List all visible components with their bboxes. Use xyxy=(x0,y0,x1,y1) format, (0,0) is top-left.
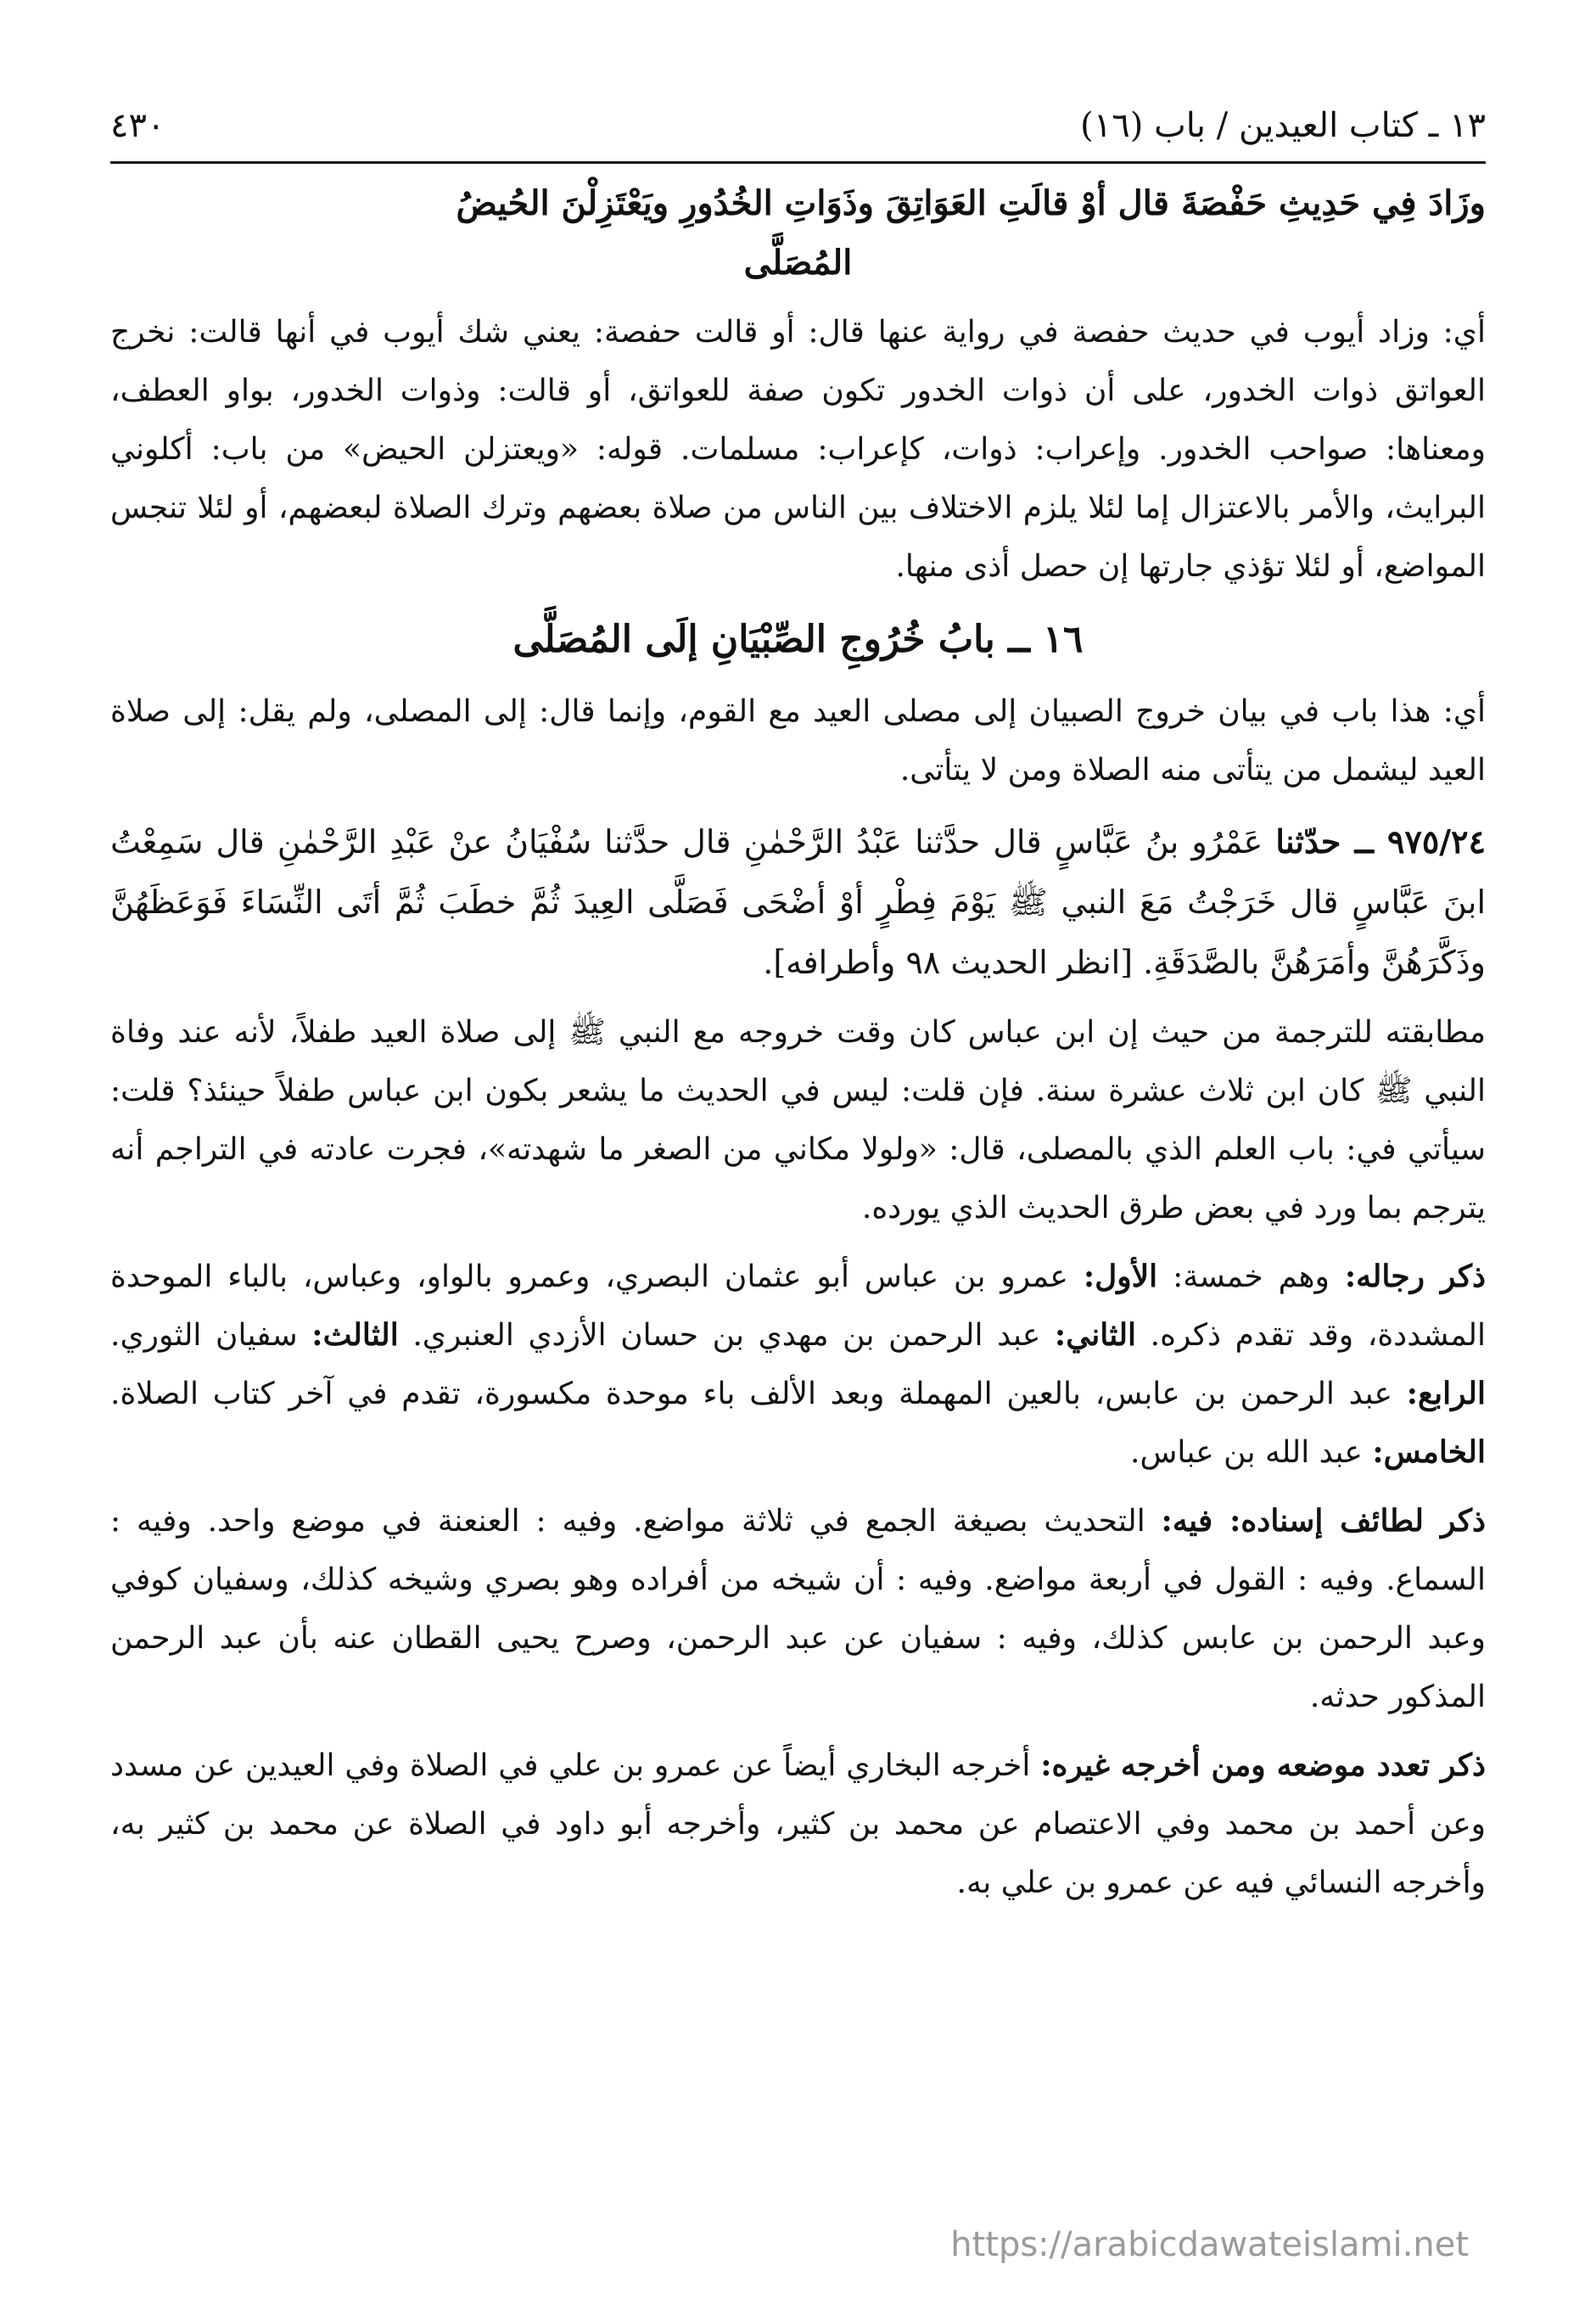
hadith-number: ٩٧٥/٢٤ ــ حدّثنا xyxy=(1275,822,1486,861)
hadith-block xyxy=(110,811,1486,993)
intro-heading xyxy=(110,174,1486,293)
takhrij-text: أخرجه البخاري أيضاً عن عمرو بن علي في الصلاة وفي العيدين عن مسدد وعن أحمد بن محمد وفي الاعتصام عن محمد بن كثير، وأخرجه أبو داود في الصلاة عن محمد بن كثير به، وأخرجه النسائي فيه عن عمرو بن علي به. xyxy=(110,1748,1486,1900)
rijal-second-label: الثاني: xyxy=(1054,1317,1137,1353)
page-number: ٤٣٠ xyxy=(110,106,165,145)
commentary-paragraph-1: أي: وزاد أيوب في حديث حفصة في رواية عنها قال: أو قالت حفصة: يعني شك أيوب في أنها قالت: نخرج العواتق ذوات الخدور، على أن ذوات الخدور تكون صفة للعواتق، أو قالت: وذوات الخدور، بواو العطف، ومعناها: صواحب الخدور. وإعراب: ذوات، كإعراب: مسلمات. قوله: «ويعتزلن الحيض» من باب: أكلوني البرايث، والأمر بالاعتزال إما لئلا يلزم الاختلاف بين الناس من صلاة بعضهم وترك الصلاة لبعضهم، أو لئلا تنجس المواضع، أو لئلا تؤذي جارتها إن حصل أذى منها. xyxy=(110,315,1486,584)
commentary-paragraph-2: مطابقته للترجمة من حيث إن ابن عباس كان وقت خروجه مع النبي ﷺ إلى صلاة العيد طفلاً، لأنه عند وفاة النبي ﷺ كان ابن ثلاث عشرة سنة. فإن قلت: ليس في الحديث ما يشعر بكون ابن عباس طفلاً حينئذ؟ قلت: سيأتي في: باب العلم الذي بالمصلى، قال: «ولولا مكاني من الصغر ما شهدته»، فجرت عادته في التراجم أنه يترجم بما ورد في بعض طرق الحديث الذي يورده. xyxy=(110,1015,1486,1225)
rijal-label: ذكر رجاله: xyxy=(1344,1259,1486,1294)
lataif-paragraph xyxy=(110,1492,1486,1726)
rijal-text-4: سفيان الثوري. xyxy=(110,1318,312,1353)
intro-heading-line2: المُصَلَّى xyxy=(743,243,853,283)
section-intro-paragraph: أي: هذا باب في بيان خروج الصبيان إلى مصلى العيد مع القوم، وإنما قال: إلى المصلى، ولم يقل: إلى صلاة العيد ليشمل من يتأتى منه الصلاة ومن لا يتأتى. xyxy=(110,694,1486,788)
running-title: ١٣ ـ كتاب العيدين / باب (١٦) xyxy=(1080,106,1486,145)
lataif-text: التحديث بصيغة الجمع في ثلاثة مواضع. وفيه : العنعنة في موضع واحد. وفيه : السماع. وفيه : القول في أربعة مواضع. وفيه : أن شيخه من أفراده وهو بصري وشيخه كذلك، وسفيان كوفي وعبد الرحمن بن عابس كذلك، وفيه : سفيان عن عبد الرحمن، وصرح يحيى القطان عنه بأن عبد الرحمن المذكور حدثه. xyxy=(110,1504,1486,1714)
intro-heading-line1: وزَادَ فِي حَدِيثِ حَفْصَةَ قال أوْ قالَتِ العَوَاتِقَ وذَوَاتِ الخُدُورِ ويَعْتَزِلْنَ الحُيضُ xyxy=(456,183,1486,223)
rijal-text-3: عبد الرحمن بن مهدي بن حسان الأزدي العنبري. xyxy=(398,1318,1055,1353)
rijal-text-5: عبد الرحمن بن عابس، بالعين المهملة وبعد الألف باء موحدة مكسورة، تقدم في آخر كتاب الصلاة. xyxy=(110,1377,1407,1411)
hadith-text: عَمْرُو بنُ عَبَّاسٍ قال حدَّثنا عَبْدُ الرَّحْمٰنِ قال حدَّثنا سُفْيَانُ عنْ عَبْدِ الرَّحْمٰنِ قال سَمِعْتُ ابنَ عَبَّاسٍ قال خَرَجْتُ مَعَ النبي ﷺ يَوْمَ فِطْرٍ أوْ أضْحَى فَصَلَّى العِيدَ ثُمَّ خطَبَ ثُمَّ أتَى النِّسَاءَ فَوَعَظَهُنَّ وذَكَّرَهُنَّ وأمَرَهُنَّ بالصَّدَقَةِ. [انظر الحديث ٩٨ وأطرافه]. xyxy=(110,823,1486,981)
section-title: ١٦ ــ بابُ خُرُوجِ الصِّبْيَانِ إلَى المُصَلَّى xyxy=(512,618,1084,661)
rijal-text-6: عبد الله بن عباس. xyxy=(1130,1435,1373,1470)
takhrij-paragraph xyxy=(110,1736,1486,1912)
header-rule xyxy=(110,161,1486,164)
rijal-third-label: الثالث: xyxy=(311,1317,399,1353)
lataif-label: ذكر لطائف إسناده: فيه: xyxy=(1161,1503,1486,1539)
takhrij-label: ذكر تعدد موضعه ومن أخرجه غيره: xyxy=(1040,1747,1486,1783)
page-body xyxy=(110,174,1486,1912)
rijal-fourth-label: الرابع: xyxy=(1406,1376,1486,1411)
rijal-paragraph xyxy=(110,1248,1486,1482)
rijal-text-1: وهم خمسة: xyxy=(1157,1259,1345,1294)
rijal-first-label: الأول: xyxy=(1083,1259,1158,1294)
watermark-url: https://arabicdawateislami.net xyxy=(950,2225,1469,2264)
rijal-fifth-label: الخامس: xyxy=(1372,1434,1486,1470)
page-header xyxy=(110,95,1486,156)
rijal-text-2: عمرو بن عباس أبو عثمان البصري، وعمرو بالواو، وعباس، بالباء الموحدة المشددة، وقد تقدم ذكره. xyxy=(110,1259,1487,1353)
